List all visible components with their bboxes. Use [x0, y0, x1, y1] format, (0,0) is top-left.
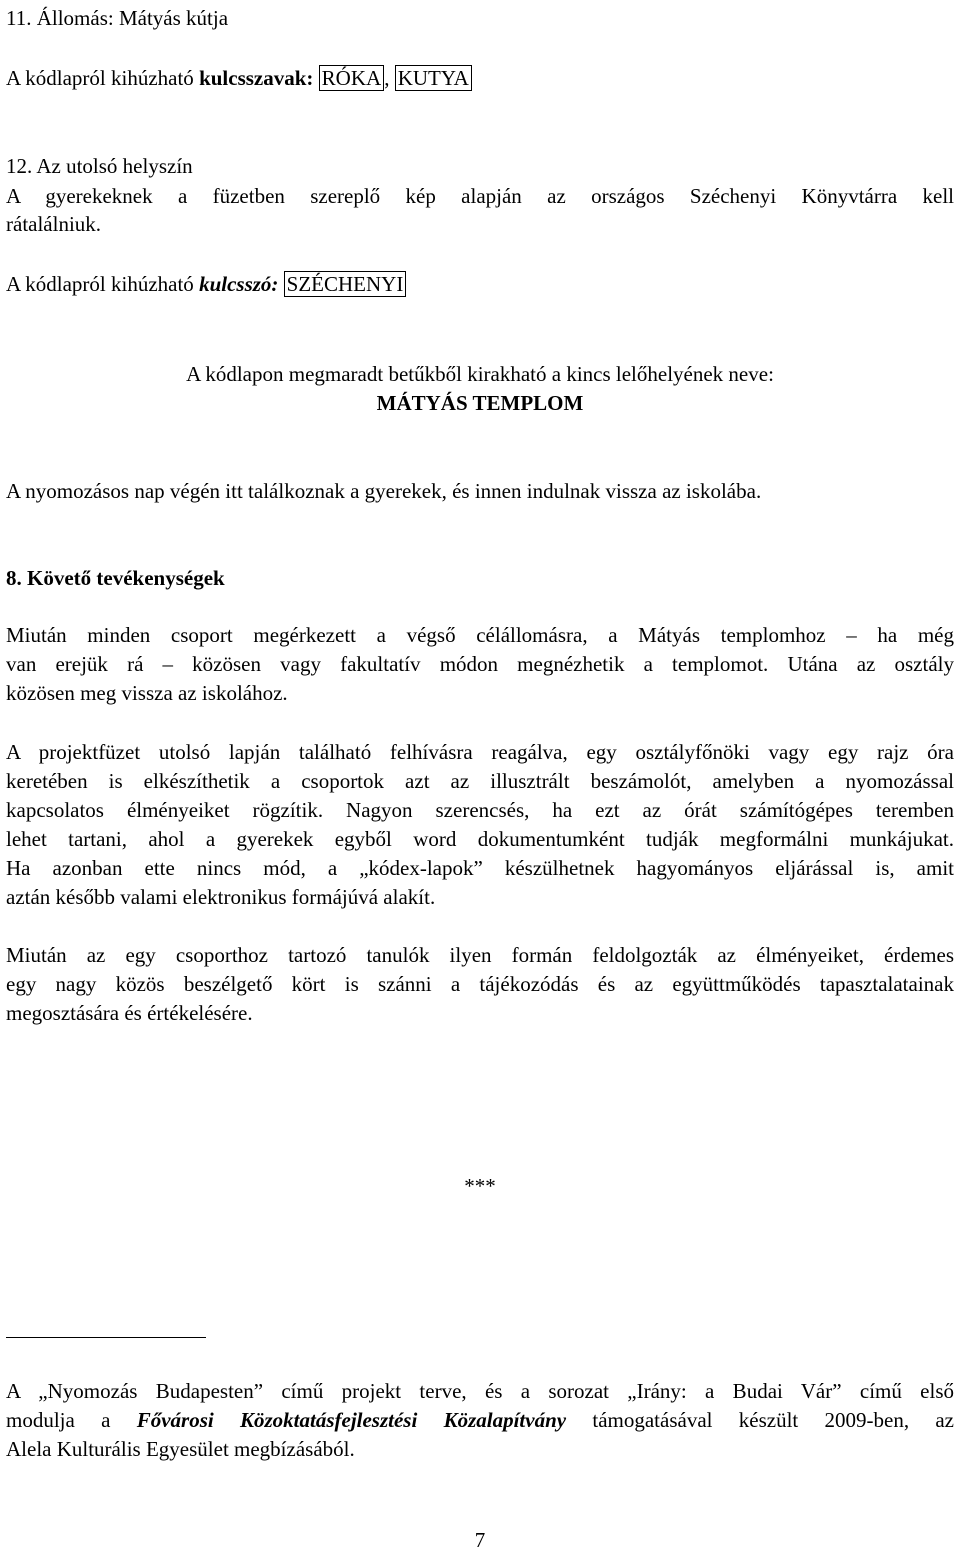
p1-line-1: Miután minden csoport megérkezett a végső célállomásra, a Mátyás templomhoz – ha még — [6, 623, 954, 647]
keywords-prefix: A kódlapról kihúzható — [6, 66, 200, 90]
footnote-separator — [6, 1337, 206, 1338]
p2-line-5: Ha azonban ette nincs mód, a „kódex-lapok” készülhetnek hagyományos eljárással is, amit — [6, 856, 954, 880]
footnote-suffix: támogatásával készült 2009-ben, az — [566, 1408, 954, 1432]
keyword-kutya: KUTYA — [395, 65, 472, 91]
p2-line-4: lehet tartani, ahol a gyerekek egyből word dokumentumként tudják megformálni munkájukat. — [6, 827, 954, 851]
keyword-roka: RÓKA — [319, 65, 385, 91]
p1-line-2: van erejük rá – közösen vagy fakultatív módon megnézhetik a templomot. Utána az osztály — [6, 652, 954, 676]
footnote-prefix: modulja a — [6, 1408, 137, 1432]
station-12-line-1: A gyerekeknek a füzetben szereplő kép alapján az országos Széchenyi Könyvtárra kell — [6, 184, 954, 208]
station-11-keywords — [6, 64, 472, 92]
station-11-heading: 11. Állomás: Mátyás kútja — [6, 6, 229, 30]
keywords-label: kulcsszavak: — [199, 66, 314, 90]
footnote-line-1: A „Nyomozás Budapesten” című projekt terve, és a sorozat „Irány: a Budai Vár” című első — [6, 1379, 954, 1403]
section-8-heading: 8. Követő tevékenységek — [6, 566, 225, 590]
station-12-line-2: rátalálniuk. — [6, 212, 102, 236]
station-12-keyword — [6, 270, 406, 298]
divider-asterisks: *** — [464, 1174, 496, 1198]
footnote-line-3: Alela Kulturális Egyesület megbízásából. — [6, 1437, 355, 1461]
footnote-line-2 — [6, 1406, 954, 1434]
solution-answer: MÁTYÁS TEMPLOM — [376, 391, 584, 415]
keyword-szechenyi: SZÉCHENYI — [284, 271, 407, 297]
p2-line-6: aztán később valami elektronikus formájúvá alakít. — [6, 885, 436, 909]
page-number: 7 — [474, 1528, 486, 1552]
p3-line-3: megosztására és értékelésére. — [6, 1001, 253, 1025]
p2-line-3: kapcsolatos élményeiket rögzítik. Nagyon szerencsés, ha ezt az órát számítógépes teremben — [6, 798, 954, 822]
solution-intro: A kódlapon megmaradt betűkből kirakható a kincs lelőhelyének neve: — [186, 362, 774, 386]
meeting-text: A nyomozásos nap végén itt találkoznak a gyerekek, és innen indulnak vissza az iskolába. — [6, 479, 762, 503]
p1-line-3: közösen meg vissza az iskolához. — [6, 681, 288, 705]
foundation-name: Fővárosi Közoktatásfejlesztési Közalapítvány — [136, 1408, 567, 1432]
p3-line-1: Miután az egy csoporthoz tartozó tanulók ilyen formán feldolgozták az élményeiket, érdemes — [6, 943, 954, 967]
keyword-prefix: A kódlapról kihúzható — [6, 272, 200, 296]
keyword-separator: , — [384, 66, 390, 90]
station-12-heading: 12. Az utolsó helyszín — [6, 154, 193, 178]
p2-line-2: keretében is elkészíthetik a csoportok azt az illusztrált beszámolót, amelyben a nyomozással — [6, 769, 954, 793]
p3-line-2: egy nagy közös beszélgető kört is szánni a tájékozódás és az együttműködés tapasztalatainak — [6, 972, 954, 996]
p2-line-1: A projektfüzet utolsó lapján található felhívásra reagálva, egy osztályfőnöki vagy egy rajz óra — [6, 740, 954, 764]
keyword-label: kulcsszó: — [199, 272, 279, 296]
